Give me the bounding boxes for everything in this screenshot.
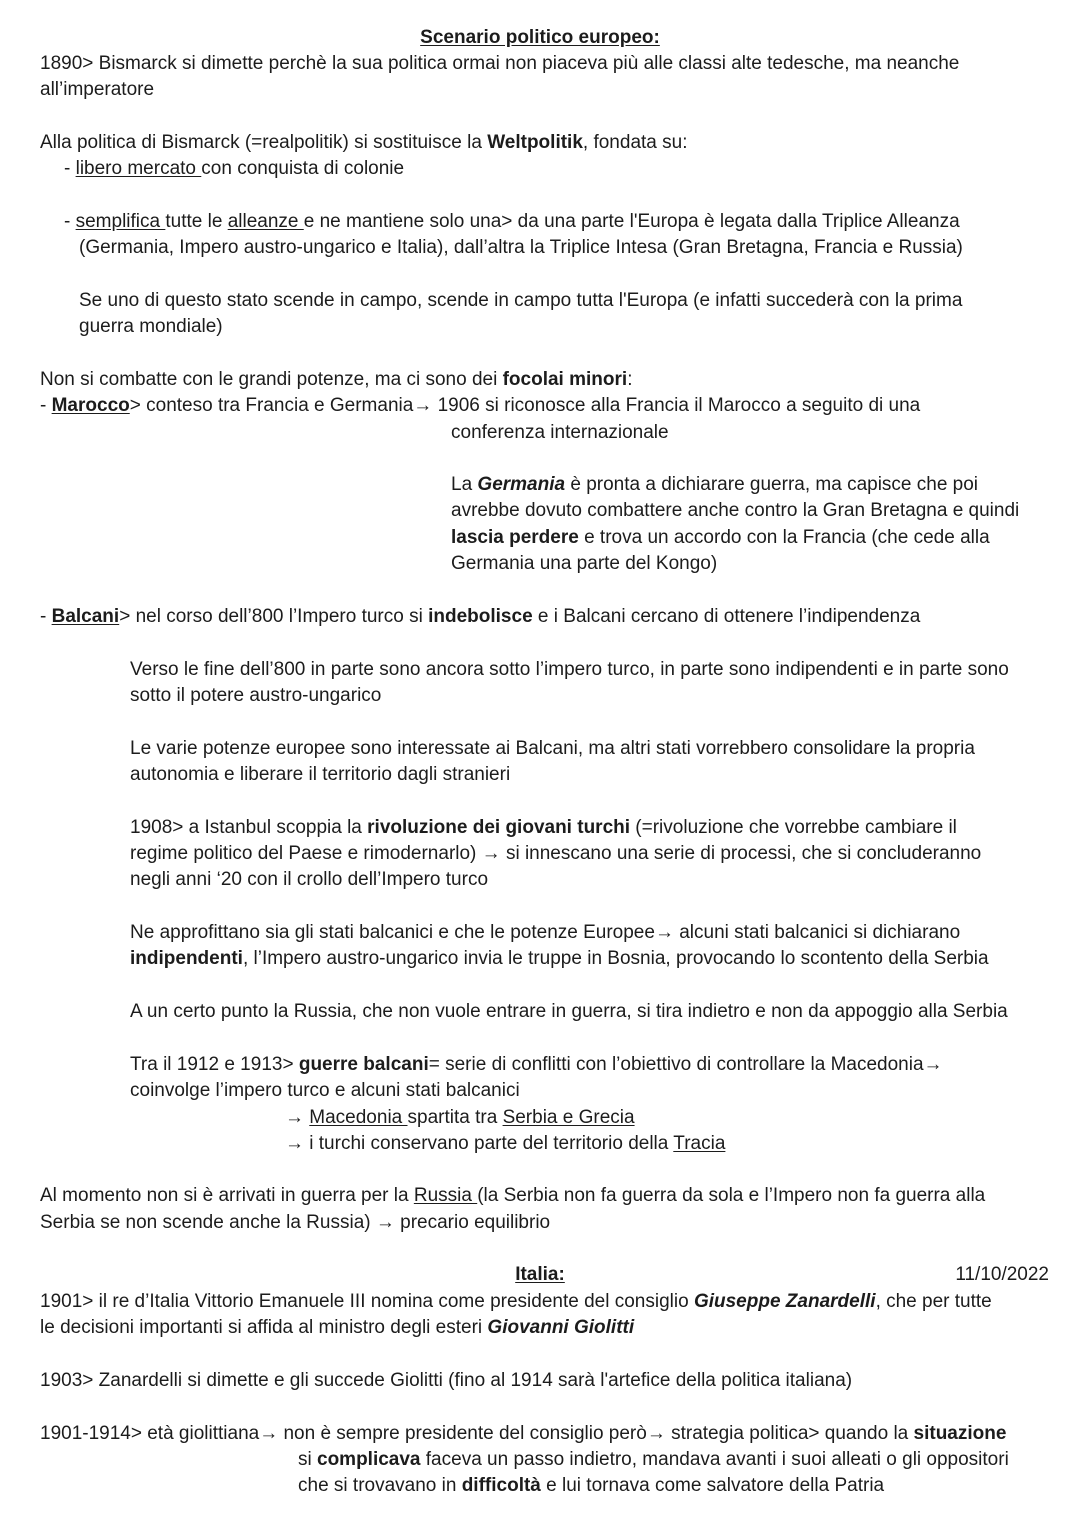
- balcani-p1-line2: sotto il potere austro-ungarico: [130, 685, 382, 706]
- section-title-europe: Scenario politico europeo:: [420, 27, 660, 48]
- italia-p3-line3: che si trovavano in difficoltà e lui tornava come salvatore della Patria: [298, 1475, 885, 1496]
- arrow-macedonia: → Macedonia spartita tra Serbia e Grecia: [285, 1107, 635, 1128]
- balcani-p6-line2: coinvolge l’impero turco e alcuni stati balcanici: [130, 1080, 520, 1101]
- balcani-p3-line3: negli anni ‘20 con il crollo dell’Impero turco: [130, 869, 489, 890]
- paragraph-equilibrio-line2: Serbia se non scende anche la Russia) → precario equilibrio: [40, 1212, 551, 1233]
- balcani-p1-line1: Verso le fine dell’800 in parte sono ancora sotto l’impero turco, in parte sono indipendenti e in parte sono: [130, 659, 1009, 680]
- balcani-p5: A un certo punto la Russia, che non vuole entrare in guerra, si tira indietro e non da appoggio alla Serbia: [130, 1001, 1008, 1022]
- paragraph-focolai: Non si combatte con le grandi potenze, ma ci sono dei focolai minori:: [40, 369, 633, 390]
- paragraph-bismarck-line2: all’imperatore: [40, 79, 155, 100]
- bullet-alleanze-line1: - semplifica tutte le alleanze e ne mantiene solo una> da una parte l'Europa è legata dalla Triplice Alleanza: [64, 211, 960, 232]
- balcani-p4-line1: Ne approfittano sia gli stati balcanici e che le potenze Europee→ alcuni stati balcanici si dichiarano: [130, 922, 961, 943]
- balcani-p2-line2: autonomia e liberare il territorio dagli stranieri: [130, 764, 511, 785]
- germania-line4: Germania una parte del Kongo): [451, 553, 718, 574]
- balcani-p3-line1: 1908> a Istanbul scoppia la rivoluzione dei giovani turchi (=rivoluzione che vorrebbe cambiare il: [130, 817, 957, 838]
- bullet-libero-mercato: - libero mercato con conquista di colonie: [64, 158, 405, 179]
- paragraph-scende-campo-line1: Se uno di questo stato scende in campo, scende in campo tutta l'Europa (e infatti succederà con la prima: [79, 290, 963, 311]
- bullet-marocco-line2: conferenza internazionale: [451, 422, 669, 443]
- section-title-italia: Italia:: [515, 1264, 565, 1285]
- italia-p1-line1: 1901> il re d’Italia Vittorio Emanuele III nomina come presidente del consiglio Giuseppe Zanardelli, che per tutte: [40, 1291, 992, 1312]
- paragraph-bismarck-line1: 1890> Bismarck si dimette perchè la sua politica ormai non piaceva più alle classi alte tedesche, ma neanche: [40, 53, 960, 74]
- italia-p3-line2: si complicava faceva un passo indietro, mandava avanti i suoi alleati o gli oppositori: [298, 1449, 1009, 1470]
- paragraph-scende-campo-line2: guerra mondiale): [79, 316, 223, 337]
- paragraph-equilibrio-line1: Al momento non si è arrivati in guerra per la Russia (la Serbia non fa guerra da sola e l’Impero non fa guerra alla: [40, 1185, 986, 1206]
- bullet-marocco-line1: - Marocco> conteso tra Francia e Germania→ 1906 si riconosce alla Francia il Marocco a seguito di una: [40, 395, 921, 416]
- italia-p3-line1: 1901-1914> età giolittiana→ non è sempre presidente del consiglio però→ strategia politica> quando la situazione: [40, 1423, 1007, 1444]
- balcani-p3-line2: regime politico del Paese e rimodernarlo) → si innescano una serie di processi, che si concluderanno: [130, 843, 982, 864]
- arrow-tracia: → i turchi conservano parte del territorio della Tracia: [285, 1133, 726, 1154]
- bullet-alleanze-line2: (Germania, Impero austro-ungarico e Italia), dall’altra la Triplice Intesa (Gran Bretagna, Francia e Russia): [79, 237, 963, 258]
- germania-line1: La Germania è pronta a dichiarare guerra, ma capisce che poi: [451, 474, 979, 495]
- balcani-p6-line1: Tra il 1912 e 1913> guerre balcani= serie di conflitti con l’obiettivo di controllare la Macedonia→: [130, 1054, 943, 1075]
- paragraph-weltpolitik: Alla politica di Bismarck (=realpolitik) si sostituisce la Weltpolitik, fondata su:: [40, 132, 688, 153]
- balcani-p2-line1: Le varie potenze europee sono interessate ai Balcani, ma altri stati vorrebbero consolidare la propria: [130, 738, 975, 759]
- germania-line2: avrebbe dovuto combattere anche contro la Gran Bretagna e quindi: [451, 500, 1020, 521]
- balcani-p4-line2: indipendenti, l’Impero austro-ungarico invia le truppe in Bosnia, provocando lo scontento della Serbia: [130, 948, 989, 969]
- note-date: 11/10/2022: [955, 1264, 1049, 1285]
- bullet-balcani: - Balcani> nel corso dell’800 l’Impero turco si indebolisce e i Balcani cercano di ottenere l’indipendenza: [40, 606, 921, 627]
- germania-line3: lascia perdere e trova un accordo con la Francia (che cede alla: [451, 527, 990, 548]
- italia-p2: 1903> Zanardelli si dimette e gli succede Giolitti (fino al 1914 sarà l'artefice della politica italiana): [40, 1370, 853, 1391]
- italia-p1-line2: le decisioni importanti si affida al ministro degli esteri Giovanni Giolitti: [40, 1317, 635, 1338]
